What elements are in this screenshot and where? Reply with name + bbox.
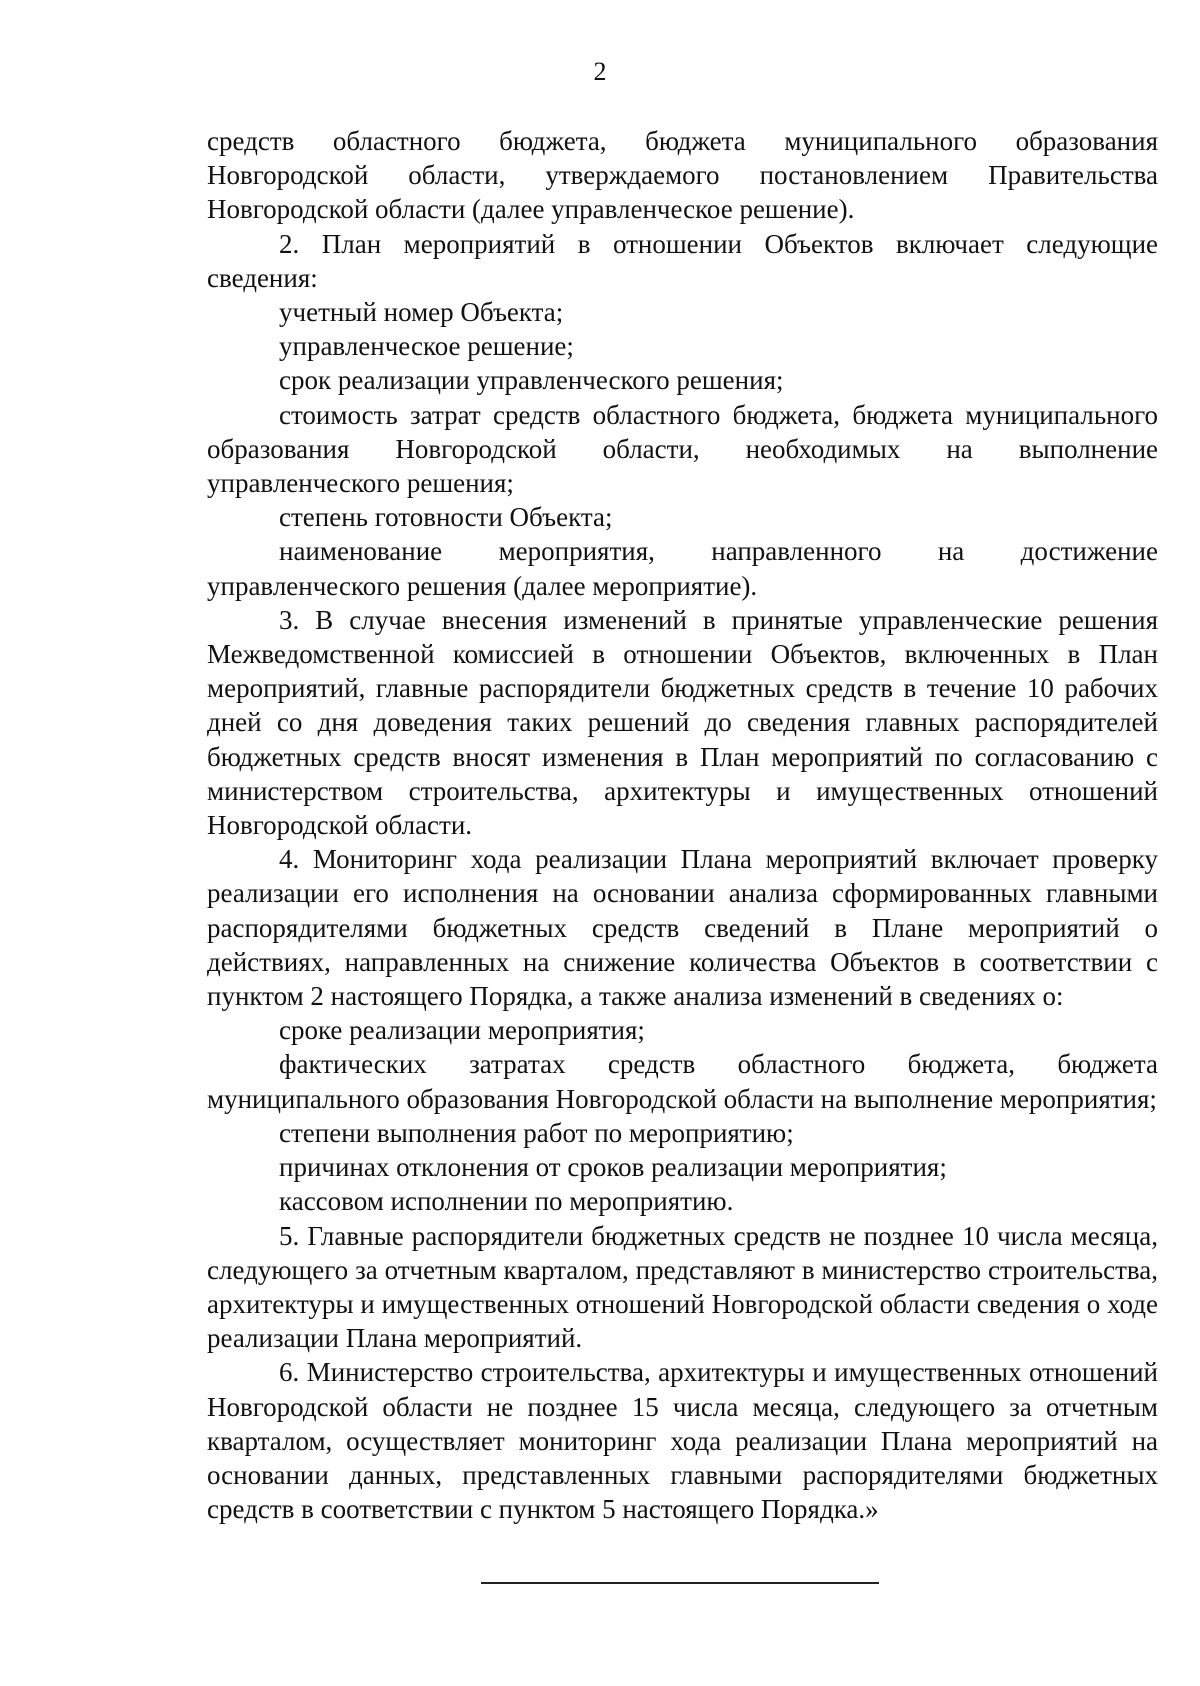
paragraph-item-5: 5. Главные распорядители бюджетных средств не позднее 10 числа месяца, следующего за отчетным кварталом, представляют в министерство строительства, архитектуры и имущественных отношений Новгородской области сведения о ходе реализации Плана мероприятий.	[207, 1220, 1158, 1354]
list-item: срок реализации управленческого решения;	[279, 365, 784, 396]
list-item: учетный номер Объекта;	[279, 297, 564, 328]
paragraph-continuation: средств областного бюджета, бюджета муниципального образования Новгородской области, утверждаемого постановлением Правительства Новгородской области (далее управленческое решение).	[207, 126, 1158, 225]
list-item: степени выполнения работ по мероприятию;	[279, 1117, 794, 1148]
list-item: сроке реализации мероприятия;	[279, 1015, 645, 1046]
list-item: наименование мероприятия, направленного на достижение управленческого решения (далее мероприятие).	[207, 536, 1158, 601]
page-number: 2	[593, 57, 607, 86]
paragraph-item-6: 6. Министерство строительства, архитектуры и имущественных отношений Новгородской области не позднее 15 числа месяца, следующего за отчетным кварталом, осуществляет мониторинг хода реализации Плана мероприятий на основании данных, представленных главными распорядителями бюджетных средств в соответствии с пунктом 5 настоящего Порядка.»	[207, 1357, 1158, 1525]
document-body	[207, 124, 1158, 1526]
list-item: причинах отклонения от сроков реализации мероприятия;	[279, 1152, 947, 1183]
end-divider-line	[481, 1582, 879, 1584]
list-item: стоимость затрат средств областного бюджета, бюджета муниципального образования Новгородской области, необходимых на выполнение управленческого решения;	[207, 399, 1158, 499]
list-item: степень готовности Объекта;	[279, 502, 613, 533]
list-item: кассовом исполнении по мероприятию.	[279, 1186, 734, 1217]
list-item: управленческое решение;	[279, 331, 574, 362]
paragraph-item-3: 3. В случае внесения изменений в принятые управленческие решения Межведомственной комиссией в отношении Объектов, включенных в План мероприятий, главные распорядители бюджетных средств в течение 10 рабочих дней со дня доведения таких решений до сведения главных распорядителей бюджетных средств вносят изменения в План мероприятий по согласованию с министерством строительства, архитектуры и имущественных отношений Новгородской области.	[207, 604, 1158, 841]
paragraph-item-4: 4. Мониторинг хода реализации Плана мероприятий включает проверку реализации его исполнения на основании анализа сформированных главными распорядителями бюджетных средств сведений в Плане мероприятий о действиях, направленных на снижение количества Объектов в соответствии с пунктом 2 настоящего Порядка, а также анализа изменений в сведениях о:	[207, 844, 1158, 1012]
paragraph-item-2: 2. План мероприятий в отношении Объектов включает следующие сведения:	[207, 228, 1158, 293]
list-item: фактических затратах средств областного бюджета, бюджета муниципального образования Новгородской области на выполнение мероприятия;	[207, 1049, 1158, 1114]
